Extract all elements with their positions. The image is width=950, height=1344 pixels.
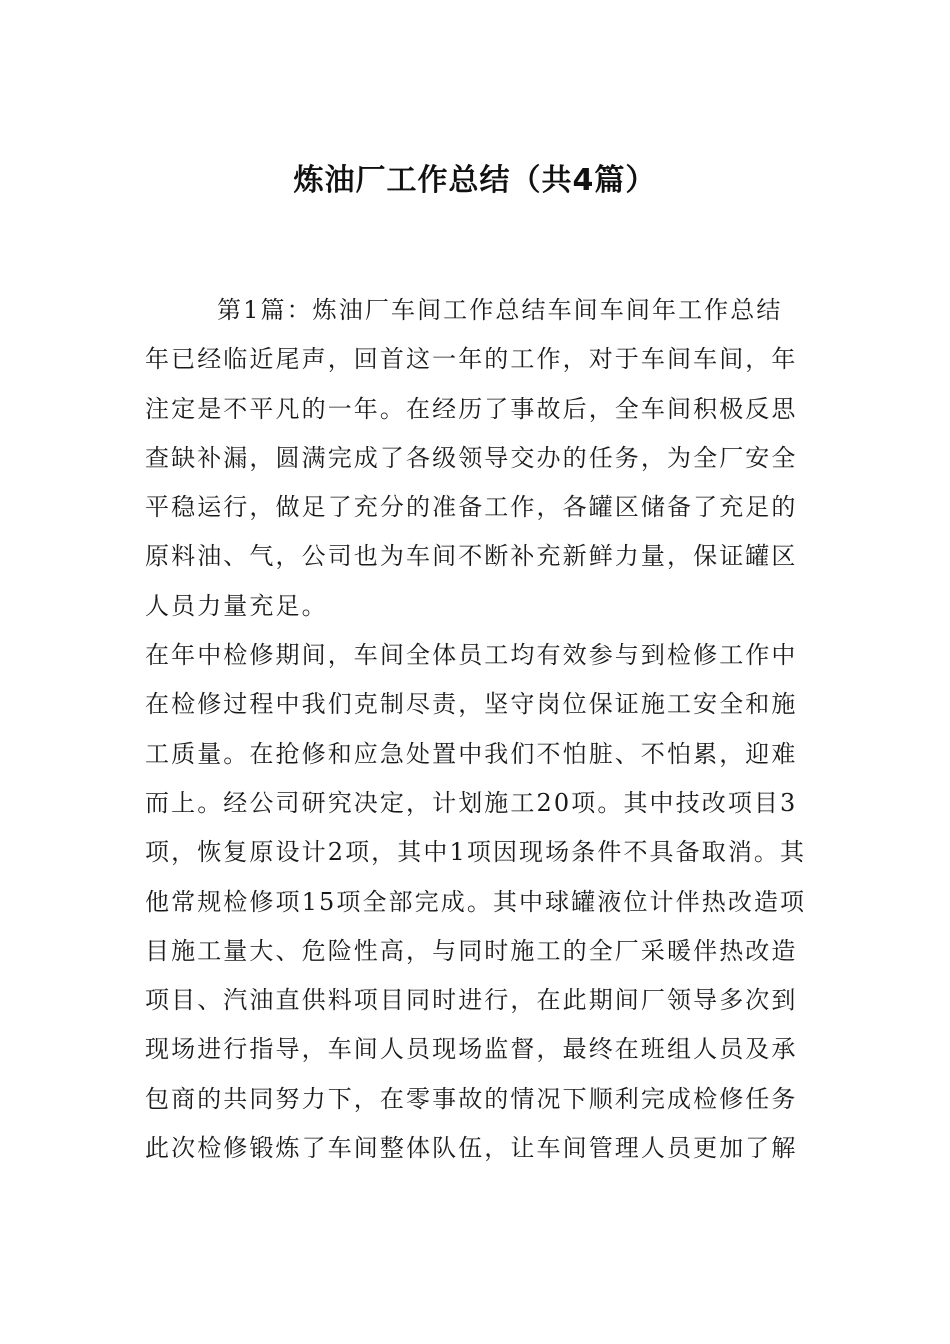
section-heading: 第1篇：炼油厂车间工作总结车间车间年工作总结 (217, 296, 783, 324)
paragraph-line: 查缺补漏，圆满完成了各级领导交办的任务，为全厂安全 (145, 443, 798, 472)
paragraph-line: 包商的共同努力下，在零事故的情况下顺利完成检修任务 (145, 1084, 798, 1113)
paragraph-line: 注定是不平凡的一年。在经历了事故后，全车间积极反思 (145, 394, 798, 423)
paragraph-line: 平稳运行，做足了充分的准备工作，各罐区储备了充足的 (145, 493, 798, 522)
document-body (145, 286, 810, 1173)
document-title: 炼油厂工作总结（共4篇） (293, 163, 657, 198)
paragraph-line: 而上。经公司研究决定，计划施工20项。其中技改项目3 (145, 788, 798, 817)
paragraph-line: 此次检修锻炼了车间整体队伍，让车间管理人员更加了解 (145, 1134, 798, 1163)
paragraph-line: 工质量。在抢修和应急处置中我们不怕脏、不怕累，迎难 (145, 739, 798, 768)
paragraph-line: 项，恢复原设计2项，其中1项因现场条件不具备取消。其 (145, 838, 807, 867)
paragraph-line: 年已经临近尾声，回首这一年的工作，对于车间车间，年 (145, 345, 798, 374)
paragraph-line: 原料油、气，公司也为车间不断补充新鲜力量，保证罐区 (145, 542, 798, 571)
paragraph-line: 人员力量充足。 (145, 591, 328, 620)
paragraph-line: 他常规检修项15项全部完成。其中球罐液位计伴热改造项 (145, 887, 807, 916)
paragraph-line: 目施工量大、危险性高，与同时施工的全厂采暖伴热改造 (145, 936, 798, 965)
paragraph-line: 在年中检修期间，车间全体员工均有效参与到检修工作中 (145, 641, 798, 670)
paragraph-line: 在检修过程中我们克制尽责，坚守岗位保证施工安全和施 (145, 690, 798, 719)
paragraph-line: 现场进行指导，车间人员现场监督，最终在班组人员及承 (145, 1035, 798, 1064)
paragraph-line: 项目、汽油直供料项目同时进行，在此期间厂领导多次到 (145, 986, 798, 1015)
